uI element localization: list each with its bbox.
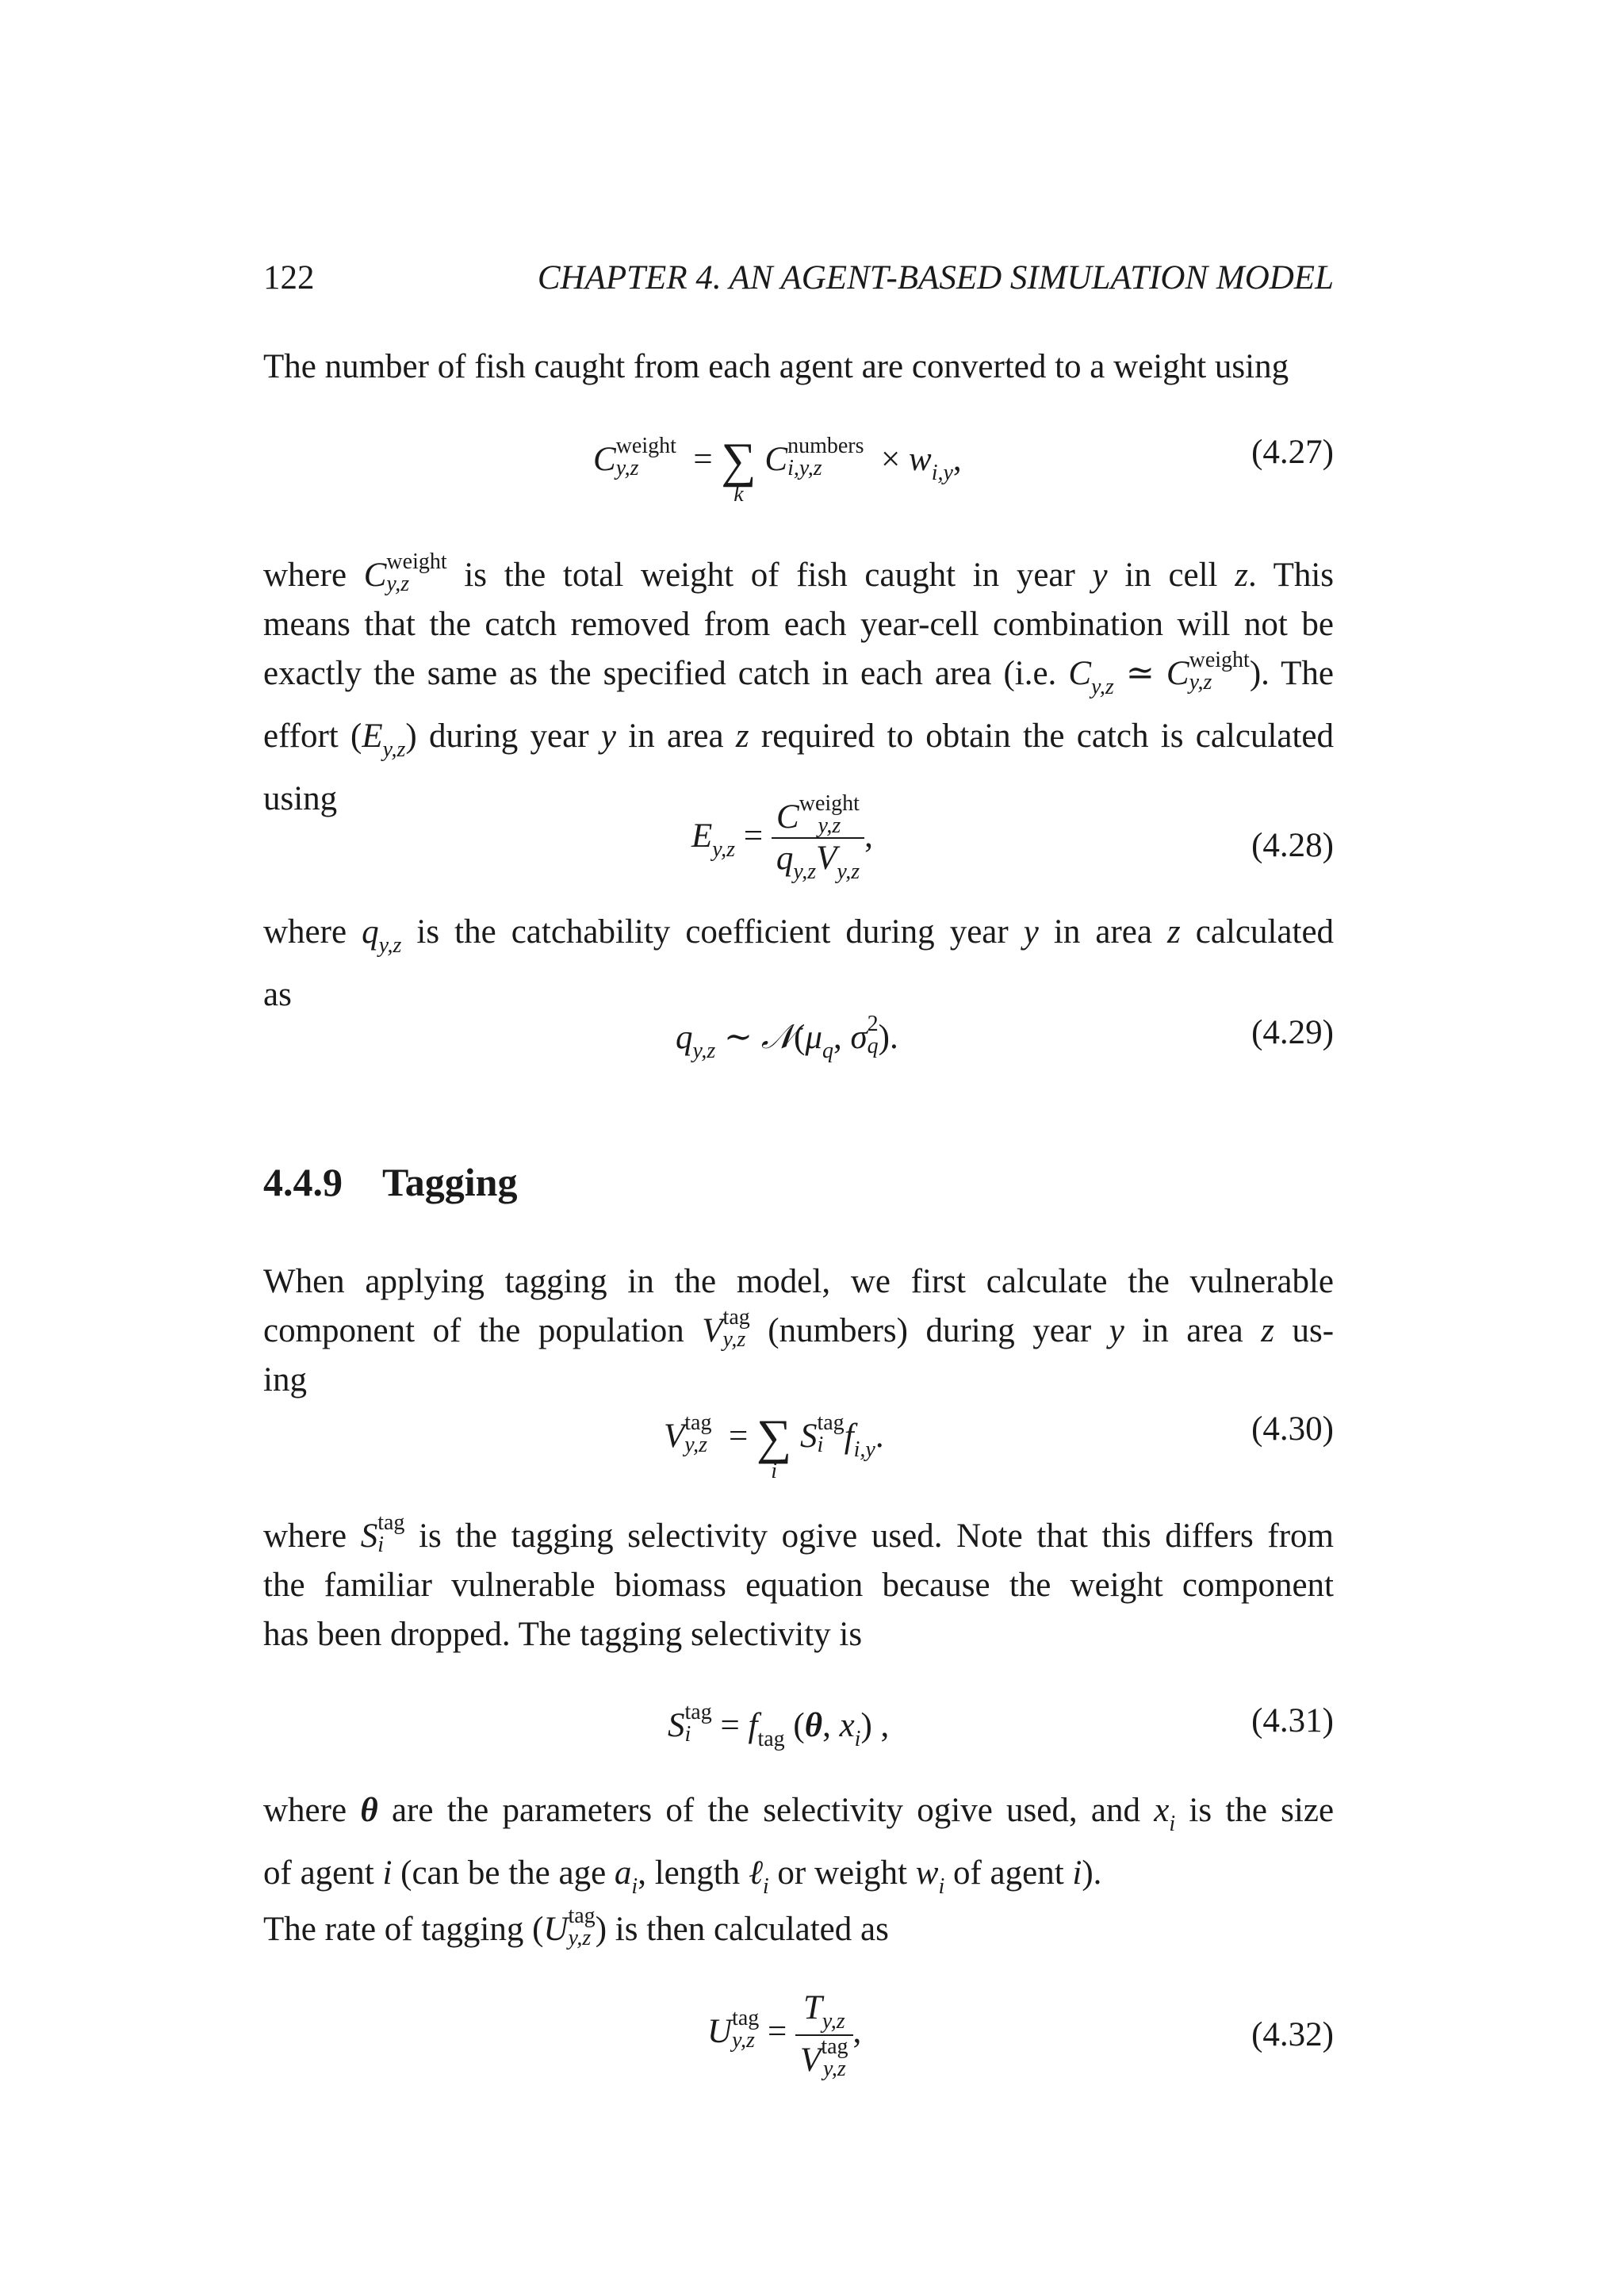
- equation-4-28: [263, 793, 1334, 896]
- page-header: [263, 258, 1334, 306]
- equation-4-32: [263, 1988, 1334, 2091]
- equation-body: U tag y,z = $T_{y,z}$ V tag y,z ,: [707, 1989, 862, 2081]
- equation-number: (4.31): [1251, 1702, 1334, 1739]
- equation-4-31: [263, 1701, 1334, 1757]
- equation-number: (4.28): [1251, 827, 1334, 864]
- equation-body: $q_{y,z}$ ∼ $𝒩(\mu_q$, σ 2 q ).: [676, 1012, 898, 1063]
- equation-4-27: [263, 433, 1334, 520]
- section-number: 4.4.9: [263, 1160, 343, 1204]
- equation-body: S tag i = $f_{tag}$ (θ, $x_i$) ,: [668, 1700, 890, 1751]
- page-number: 122: [263, 259, 315, 297]
- section-heading: [263, 1159, 517, 1205]
- section-title: Tagging: [382, 1160, 518, 1204]
- equation-number: (4.30): [1251, 1410, 1334, 1448]
- equation-number: (4.29): [1251, 1014, 1334, 1051]
- paragraph-1: [263, 342, 1334, 392]
- equation-body: C weight y,z = ∑ k C numbers i,y,z × $w_{i,y}$,: [593, 434, 962, 507]
- equation-number: (4.32): [1251, 2016, 1334, 2053]
- equation-4-29: [263, 1013, 1334, 1069]
- equation-body: $E_{y,z}$ = C weight y,z $q_{y,z}V_{y,z}$ ,: [691, 791, 873, 884]
- paragraph-4: When applying tagging in the model, we first calculate the vulnerable component of the population V tag y,z (numbers) during year y in area z us- ing: [263, 1263, 1335, 1399]
- paragraph-7: The rate of tagging (U tag y,z ) is then calculated as: [263, 1904, 889, 1950]
- equation-number: (4.27): [1251, 434, 1334, 471]
- running-title: CHAPTER 4. AN AGENT-BASED SIMULATION MODEL: [537, 259, 1334, 297]
- equation-4-30: [263, 1410, 1334, 1497]
- paragraph-6: where θ are the parameters of the selectivity ogive used, and $x_i$ is the size of agent i (can be the age $a_i$, length ℓ$_i$ or weight $w_i$ of agent i).: [263, 1792, 1335, 1899]
- paragraph-2: where C weight y,z is the total weight of fish caught in year y in cell z. This means that the catch removed from each year-cell combination will not be exactly the same as the specified catch in each area (i.e. $C_{y,z}$ ≃ C weight y,z ). The effort $(E_{y,z})$ during year y in area z required to obtain the catch is calculated using: [263, 549, 1335, 817]
- paragraph-text: The number of fish caught from each agent are converted to a weight using: [263, 348, 1289, 385]
- equation-body: V tag y,z = ∑ i S tag i $f_{i,y}$.: [664, 1410, 884, 1483]
- paragraph-5: where S tag i is the tagging selectivity ogive used. Note that this differs from the familiar vulnerable biomass equation because the weight component has been dropped. The tagging selectivity is: [263, 1510, 1335, 1653]
- paragraph-3: where $q_{y,z}$ is the catchability coefficient during year y in area z calculated as: [263, 913, 1335, 1013]
